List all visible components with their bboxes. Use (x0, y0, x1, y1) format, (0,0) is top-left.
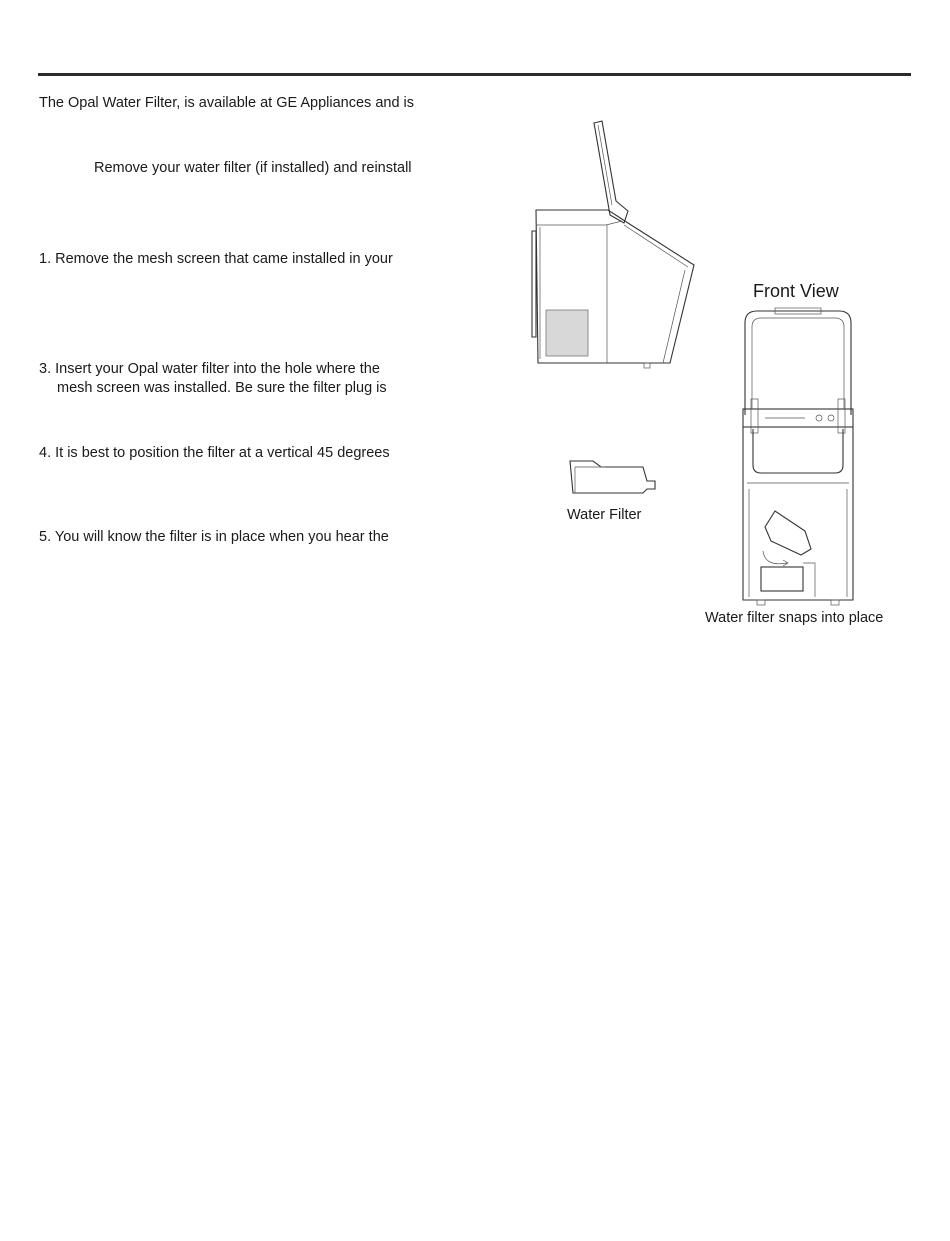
water-filter-caption: Water Filter (567, 507, 642, 523)
step-3-line-1: 3. Insert your Opal water filter into the hole where the (39, 361, 380, 377)
note-text: Remove your water filter (if installed) and reinstall (94, 160, 412, 176)
front-view-caption: Water filter snaps into place (705, 610, 884, 626)
water-filter-icon (565, 455, 660, 500)
step-3-line-2: mesh screen was installed. Be sure the filter plug is (57, 380, 387, 396)
step-4: 4. It is best to position the filter at a vertical 45 degrees (39, 445, 390, 461)
front-view-title: Front View (753, 281, 839, 301)
ice-maker-side-view-icon (520, 115, 705, 375)
step-1: 1. Remove the mesh screen that came installed in your (39, 251, 393, 267)
intro-text: The Opal Water Filter, is available at GE Appliances and is (39, 95, 415, 111)
ice-maker-front-view-icon (735, 305, 860, 610)
header-rule (38, 73, 911, 76)
step-5: 5. You will know the filter is in place when you hear the (39, 529, 389, 545)
